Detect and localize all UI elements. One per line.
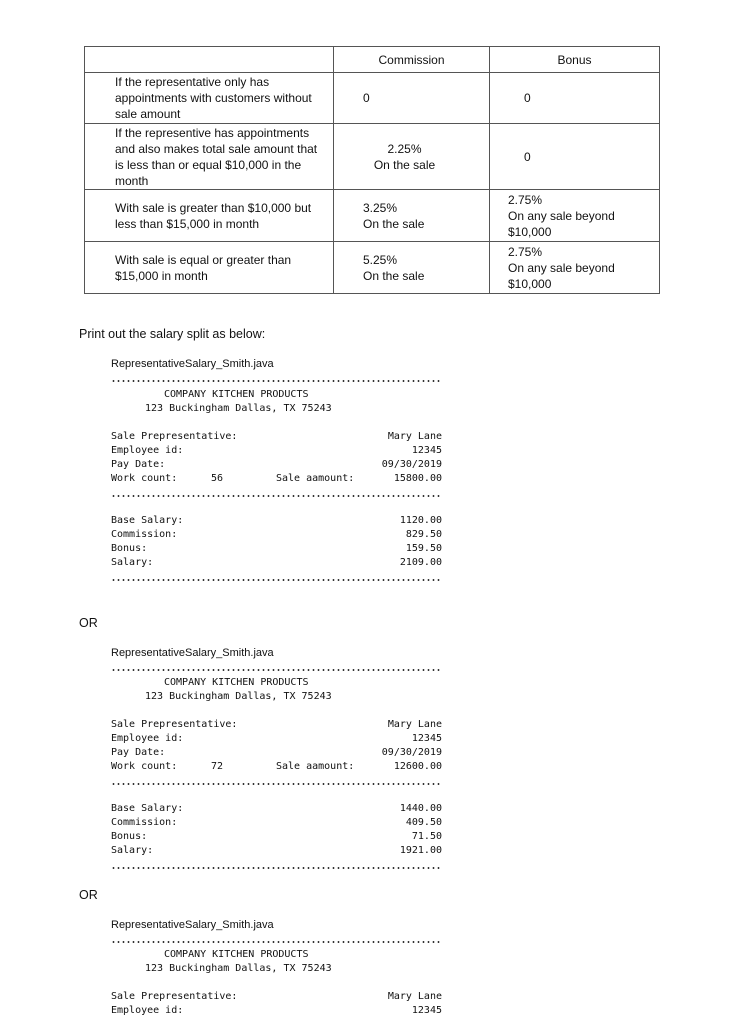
table-row <box>85 242 660 294</box>
bonus-note: On any sale beyond <box>508 260 615 275</box>
bonus-rate: 2.75% <box>508 192 543 207</box>
commission-rate: 5.25% <box>363 252 398 267</box>
dotted-divider <box>111 669 442 671</box>
pay-date: 09/30/2019 <box>381 459 442 470</box>
commission-note: On the sale <box>363 268 425 283</box>
paydate-label: Pay Date: <box>111 747 166 758</box>
commission-cell <box>334 242 490 294</box>
bonus-value: 71.50 <box>411 831 442 842</box>
table-row <box>85 124 660 190</box>
bonus-note: On any sale beyond <box>508 208 615 223</box>
salary-printout-2 <box>111 647 442 877</box>
condition-cell: If the representative only has appointments with customers without sale amount <box>85 73 334 124</box>
workcount-label: Work count: <box>111 761 178 772</box>
commission-note: On the sale <box>373 157 436 172</box>
commission-cell <box>334 124 490 190</box>
rep-label: Sale Prepresentative: <box>111 431 238 442</box>
header-bonus: Bonus <box>490 47 660 73</box>
work-count: 72 <box>211 761 224 772</box>
bonus-value: 159.50 <box>405 543 442 554</box>
pay-date: 09/30/2019 <box>381 747 442 758</box>
dotted-divider <box>111 941 442 943</box>
rep-name: Mary Lane <box>387 991 442 1002</box>
company-address: 123 Buckingham Dallas, TX 75243 <box>145 403 332 414</box>
salary-label: Salary: <box>111 845 154 856</box>
bonus-cell: 0 <box>490 73 660 124</box>
company-address: 123 Buckingham Dallas, TX 75243 <box>145 691 332 702</box>
filename: RepresentativeSalary_Smith.java <box>111 919 274 931</box>
company-name: COMPANY KITCHEN PRODUCTS <box>164 389 309 400</box>
bonus-label: Bonus: <box>111 543 148 554</box>
commission-label: Commission: <box>111 817 178 828</box>
bonus-cell <box>490 242 660 294</box>
salary-value: 1921.00 <box>399 845 442 856</box>
salary-value: 2109.00 <box>399 557 442 568</box>
paydate-label: Pay Date: <box>111 459 166 470</box>
base-salary: 1120.00 <box>399 515 442 526</box>
base-salary: 1440.00 <box>399 803 442 814</box>
work-count: 56 <box>211 473 224 484</box>
saleamount-label: Sale aamount: <box>276 473 355 484</box>
header-empty-cell <box>85 47 334 73</box>
company-address: 123 Buckingham Dallas, TX 75243 <box>145 963 332 974</box>
sale-amount: 15800.00 <box>393 473 442 484</box>
condition-cell: If the representive has appointments and also makes total sale amount that is less than or equal $10,000 in the month <box>85 124 334 190</box>
dotted-divider <box>111 867 442 869</box>
filename: RepresentativeSalary_Smith.java <box>111 358 274 370</box>
instruction-text: Print out the salary split as below: <box>79 327 266 341</box>
emp-id: 12345 <box>411 1005 442 1016</box>
commission-value: 829.50 <box>405 529 442 540</box>
base-label: Base Salary: <box>111 803 184 814</box>
commission-cell: 0 <box>334 73 490 124</box>
emp-label: Employee id: <box>111 445 184 456</box>
dotted-divider <box>111 783 442 785</box>
table-header-row <box>85 47 660 73</box>
salary-printout-3 <box>111 919 442 1029</box>
dotted-divider <box>111 380 442 382</box>
emp-id: 12345 <box>411 445 442 456</box>
commission-rate: 3.25% <box>363 200 398 215</box>
bonus-threshold: $10,000 <box>508 224 552 239</box>
rep-name: Mary Lane <box>387 719 442 730</box>
condition-cell: With sale is equal or greater than $15,000 in month <box>85 242 334 294</box>
bonus-label: Bonus: <box>111 831 148 842</box>
emp-label: Employee id: <box>111 733 184 744</box>
commission-cell <box>334 190 490 242</box>
salary-label: Salary: <box>111 557 154 568</box>
rep-name: Mary Lane <box>387 431 442 442</box>
salary-printout-1 <box>111 358 442 588</box>
company-name: COMPANY KITCHEN PRODUCTS <box>164 677 309 688</box>
workcount-label: Work count: <box>111 473 178 484</box>
company-name: COMPANY KITCHEN PRODUCTS <box>164 949 309 960</box>
dotted-divider <box>111 495 442 497</box>
bonus-cell <box>490 190 660 242</box>
table-row <box>85 190 660 242</box>
base-label: Base Salary: <box>111 515 184 526</box>
or-label: OR <box>79 888 98 902</box>
bonus-threshold: $10,000 <box>508 276 552 291</box>
commission-note: On the sale <box>363 216 425 231</box>
bonus-cell: 0 <box>490 124 660 190</box>
commission-label: Commission: <box>111 529 178 540</box>
sale-amount: 12600.00 <box>393 761 442 772</box>
or-label: OR <box>79 616 98 630</box>
commission-value: 409.50 <box>405 817 442 828</box>
rep-label: Sale Prepresentative: <box>111 719 238 730</box>
header-commission: Commission <box>334 47 490 73</box>
commission-table <box>84 46 660 294</box>
saleamount-label: Sale aamount: <box>276 761 355 772</box>
commission-rate: 2.25% <box>387 141 422 156</box>
emp-label: Employee id: <box>111 1005 184 1016</box>
condition-cell: With sale is greater than $10,000 but less than $15,000 in month <box>85 190 334 242</box>
filename: RepresentativeSalary_Smith.java <box>111 647 274 659</box>
dotted-divider <box>111 579 442 581</box>
bonus-rate: 2.75% <box>508 244 543 259</box>
rep-label: Sale Prepresentative: <box>111 991 238 1002</box>
table-row <box>85 73 660 124</box>
emp-id: 12345 <box>411 733 442 744</box>
